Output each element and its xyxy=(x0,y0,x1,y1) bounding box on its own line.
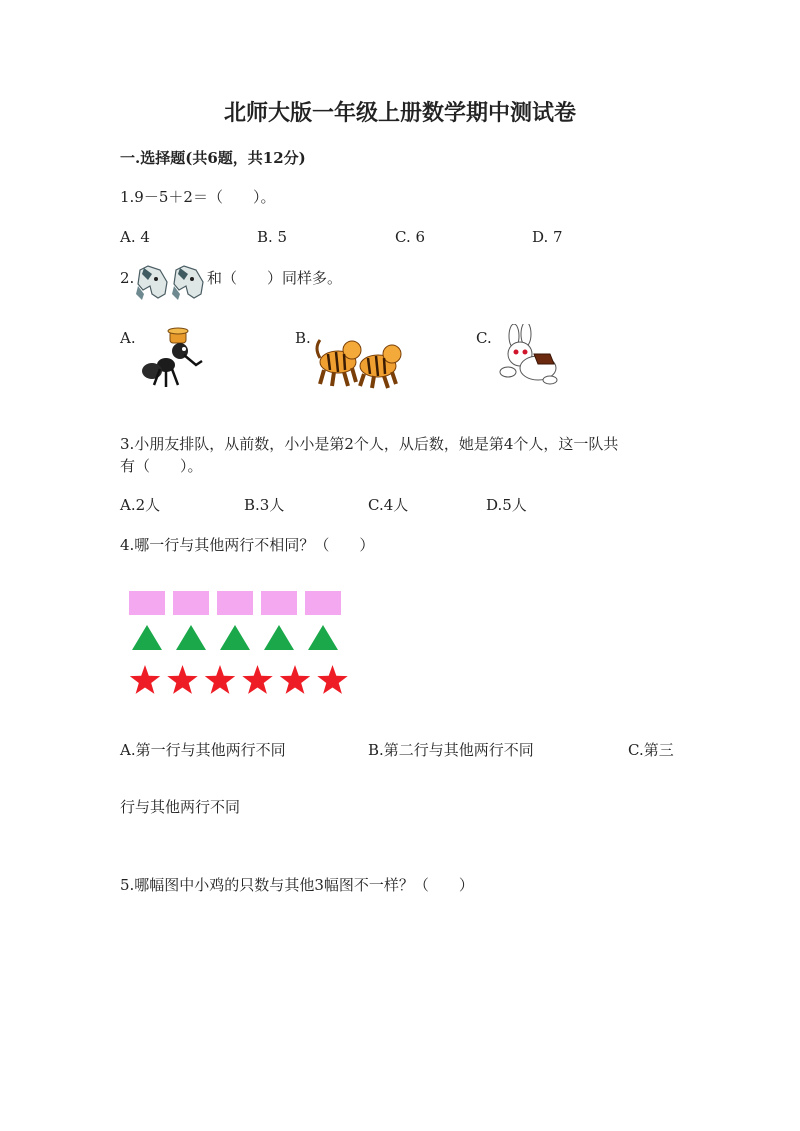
horse-head-icon xyxy=(172,266,203,300)
two-tigers-icon xyxy=(314,328,402,390)
star-shape xyxy=(280,665,310,694)
question-1-option-c: C. 6 xyxy=(395,228,426,246)
tiger-icon xyxy=(317,340,361,386)
question-4-stem: 4.哪一行与其他两行不相同？（ ） xyxy=(120,536,375,554)
question-4-option-c-start: C.第三 xyxy=(628,741,674,759)
question-4-option-a: A.第一行与其他两行不同 xyxy=(120,741,286,759)
question-2-option-b-label: B. xyxy=(295,329,311,347)
two-horses-icon xyxy=(134,264,206,304)
rectangle-shape xyxy=(173,591,209,615)
question-2-option-a-label: A. xyxy=(120,329,136,347)
triangle-shape xyxy=(220,625,250,650)
question-3-option-d: D.5人 xyxy=(486,496,527,514)
question-2-number: 2. xyxy=(120,269,135,287)
question-3-option-b: B.3人 xyxy=(244,496,285,514)
rectangle-shape xyxy=(261,591,297,615)
rectangle-shape xyxy=(305,591,341,615)
rectangle-shape xyxy=(129,591,165,615)
triangle-shape xyxy=(308,625,338,650)
question-5-stem: 5.哪幅图中小鸡的只数与其他3幅图不一样？（ ） xyxy=(120,876,474,894)
question-4-option-b: B.第二行与其他两行不同 xyxy=(368,741,534,759)
question-3-option-c: C.4人 xyxy=(368,496,409,514)
star-shape xyxy=(242,665,272,694)
shape-rows-figure xyxy=(125,588,355,700)
question-3-stem-line2: 有（ ）。 xyxy=(120,457,203,475)
page-title: 北师大版一年级上册数学期中测试卷 xyxy=(223,100,576,126)
triangle-shape xyxy=(132,625,162,650)
ant-icon xyxy=(140,325,208,391)
question-2-stem: 和（ ）同样多。 xyxy=(207,269,343,287)
question-4-option-c-end: 行与其他两行不同 xyxy=(120,798,241,816)
rectangle-shape xyxy=(217,591,253,615)
star-shape xyxy=(205,665,235,694)
question-3-option-a: A.2人 xyxy=(120,496,161,514)
question-2-option-c-label: C. xyxy=(476,329,492,347)
question-1-option-d: D. 7 xyxy=(532,228,563,246)
triangle-shape xyxy=(264,625,294,650)
question-1-option-b: B. 5 xyxy=(257,228,288,246)
triangle-shape xyxy=(176,625,206,650)
rabbit-icon xyxy=(494,324,562,388)
section-heading: 一.选择题(共6题，共12分) xyxy=(120,149,306,167)
question-3-stem-line1: 3.小朋友排队，从前数，小小是第2个人，从后数，她是第4个人，这一队共 xyxy=(120,435,619,453)
star-shape xyxy=(317,665,347,694)
question-1-stem: 1.9－5＋2＝（ ）。 xyxy=(120,188,276,206)
horse-head-icon xyxy=(136,266,167,300)
star-shape xyxy=(167,665,197,694)
tiger-icon xyxy=(360,345,401,388)
question-1-option-a: A. 4 xyxy=(120,228,150,246)
star-shape xyxy=(130,665,160,694)
